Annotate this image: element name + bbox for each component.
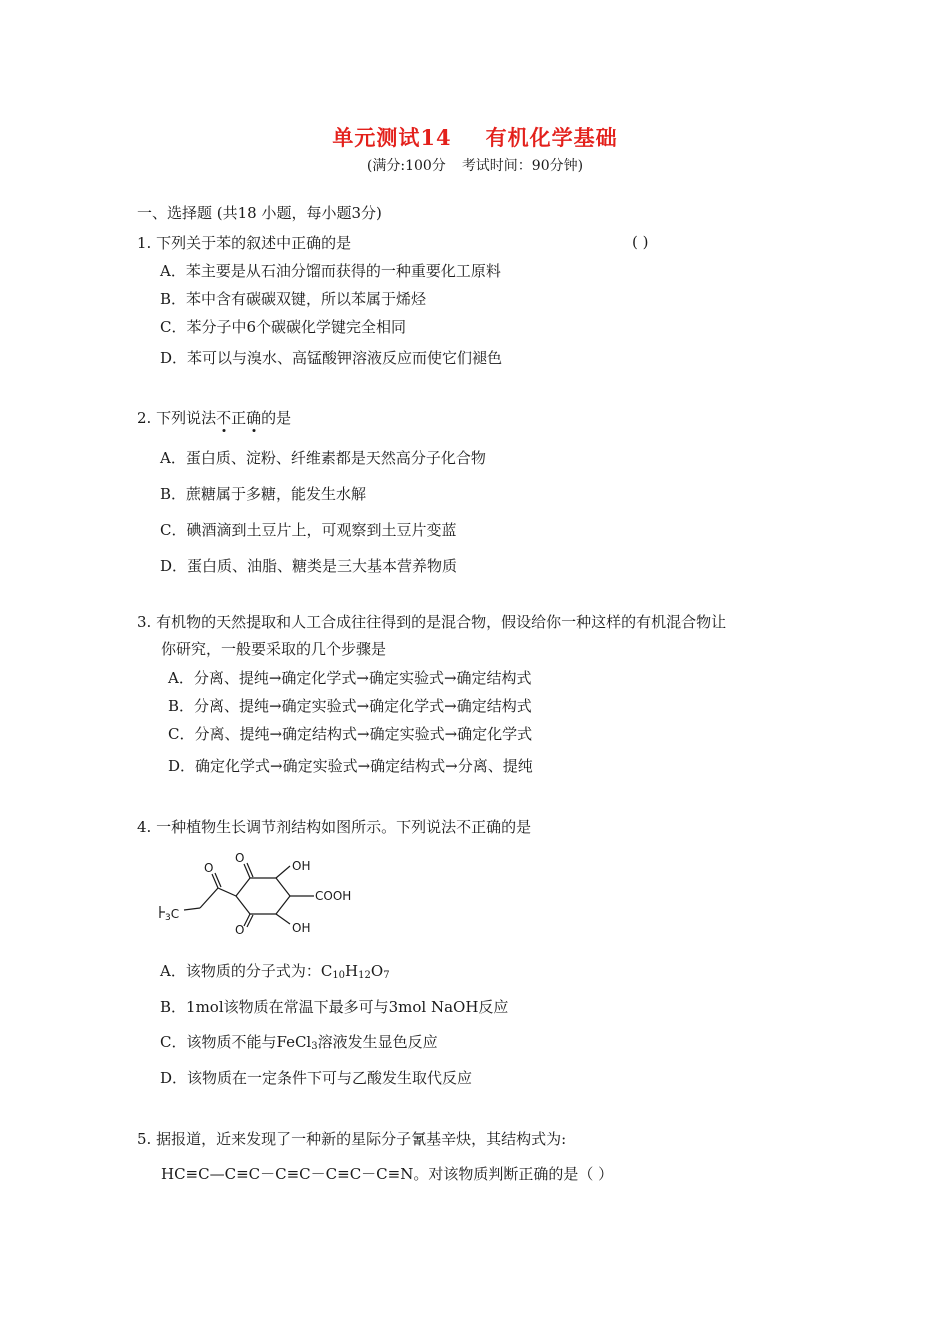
q3-option-b: B．分离、提纯→确定实验式→确定化学式→确定结构式 [168,697,532,715]
bond-side-chain [218,888,236,896]
emphasis-dot-char: 不 [216,409,232,427]
q2-option-a: A．蛋白质、淀粉、纤维素都是天然高分子化合物 [160,449,486,467]
q4-option-d: D．该物质在一定条件下可与乙酸发生取代反应 [160,1069,473,1087]
page-title [0,122,950,152]
page-subtitle [0,155,950,175]
q3-option-d: D．确定化学式→确定实验式→确定结构式→分离、提纯 [168,757,533,775]
bond-oh-top [276,866,290,878]
q2-option-b: B．蔗糖属于多糖，能发生水解 [160,485,367,503]
q3-stem-line1: 3. 有机物的天然提取和人工合成往往得到的是混合物，假设给你一种这样的有机混合物让 [137,613,727,631]
q4-option-a: A．该物质的分子式为：$C_{10}H_{12}O_7$ [160,962,390,981]
atom-oh-bottom: OH [292,921,311,935]
bond-co-top [244,864,250,878]
q1-stem: 1. 下列关于苯的叙述中正确的是 [137,234,352,252]
title-unit: 单元测试14 [332,125,452,150]
section-heading: 一、选择题 (共18 小题，每小题3分) [137,204,382,222]
emphasis-dot-char: 确 [246,409,262,427]
atom-o-bottom: O [235,923,245,937]
subtitle-score: (满分:100分 [366,158,446,174]
q1-answer-paren: ( ) [632,233,649,251]
atom-ch3: 3C [165,907,180,923]
q5-formula: HC≡C—C≡C－C≡C－C≡C－C≡N。对该物质判断正确的是（ ） [161,1165,614,1183]
atom-o-left: O [204,861,214,875]
molecule-structure-figure [158,848,368,938]
title-topic: 有机化学基础 [485,125,618,150]
q3-stem-line2: 你研究，一般要采取的几个步骤是 [161,640,387,658]
q4-stem: 4. 一种植物生长调节剂结构如图所示。下列说法不正确的是 [137,818,532,836]
q5-stem: 5. 据报道，近来发现了一种新的星际分子氰基辛炔，其结构式为: [137,1130,567,1148]
q2-option-d: D．蛋白质、油脂、糖类是三大基本营养物质 [160,557,458,575]
q2-option-c: C．碘酒滴到土豆片上，可观察到土豆片变蓝 [160,521,457,539]
bond-oh-bottom [276,914,290,924]
bond-co-bottom [244,914,250,926]
q1-option-c: C．苯分子中6个碳碳化学键完全相同 [160,318,407,336]
atom-o-top: O [235,851,245,865]
q1-option-d: D．苯可以与溴水、高锰酸钾溶液反应而使它们褪色 [160,349,503,367]
q3-option-c: C．分离、提纯→确定结构式→确定实验式→确定化学式 [168,725,533,743]
subtitle-time: 考试时间：90分钟) [461,158,584,174]
ring-bonds [236,878,290,914]
q2-stem: 2. 下列说法不正确的是 [137,409,292,427]
q4-option-c: C．该物质不能与FeCl$_3$溶液发生显色反应 [160,1033,438,1052]
q1-option-a: A．苯主要是从石油分馏而获得的一种重要化工原料 [160,262,501,280]
q3-option-a: A．分离、提纯→确定化学式→确定实验式→确定结构式 [168,669,532,687]
q1-option-b: B．苯中含有碳碳双键，所以苯属于烯烃 [160,290,427,308]
atom-oh-top: OH [292,859,311,873]
q4-option-b: B．1mol该物质在常温下最多可与3mol NaOH反应 [160,998,509,1016]
atom-cooh: COOH [315,889,352,903]
